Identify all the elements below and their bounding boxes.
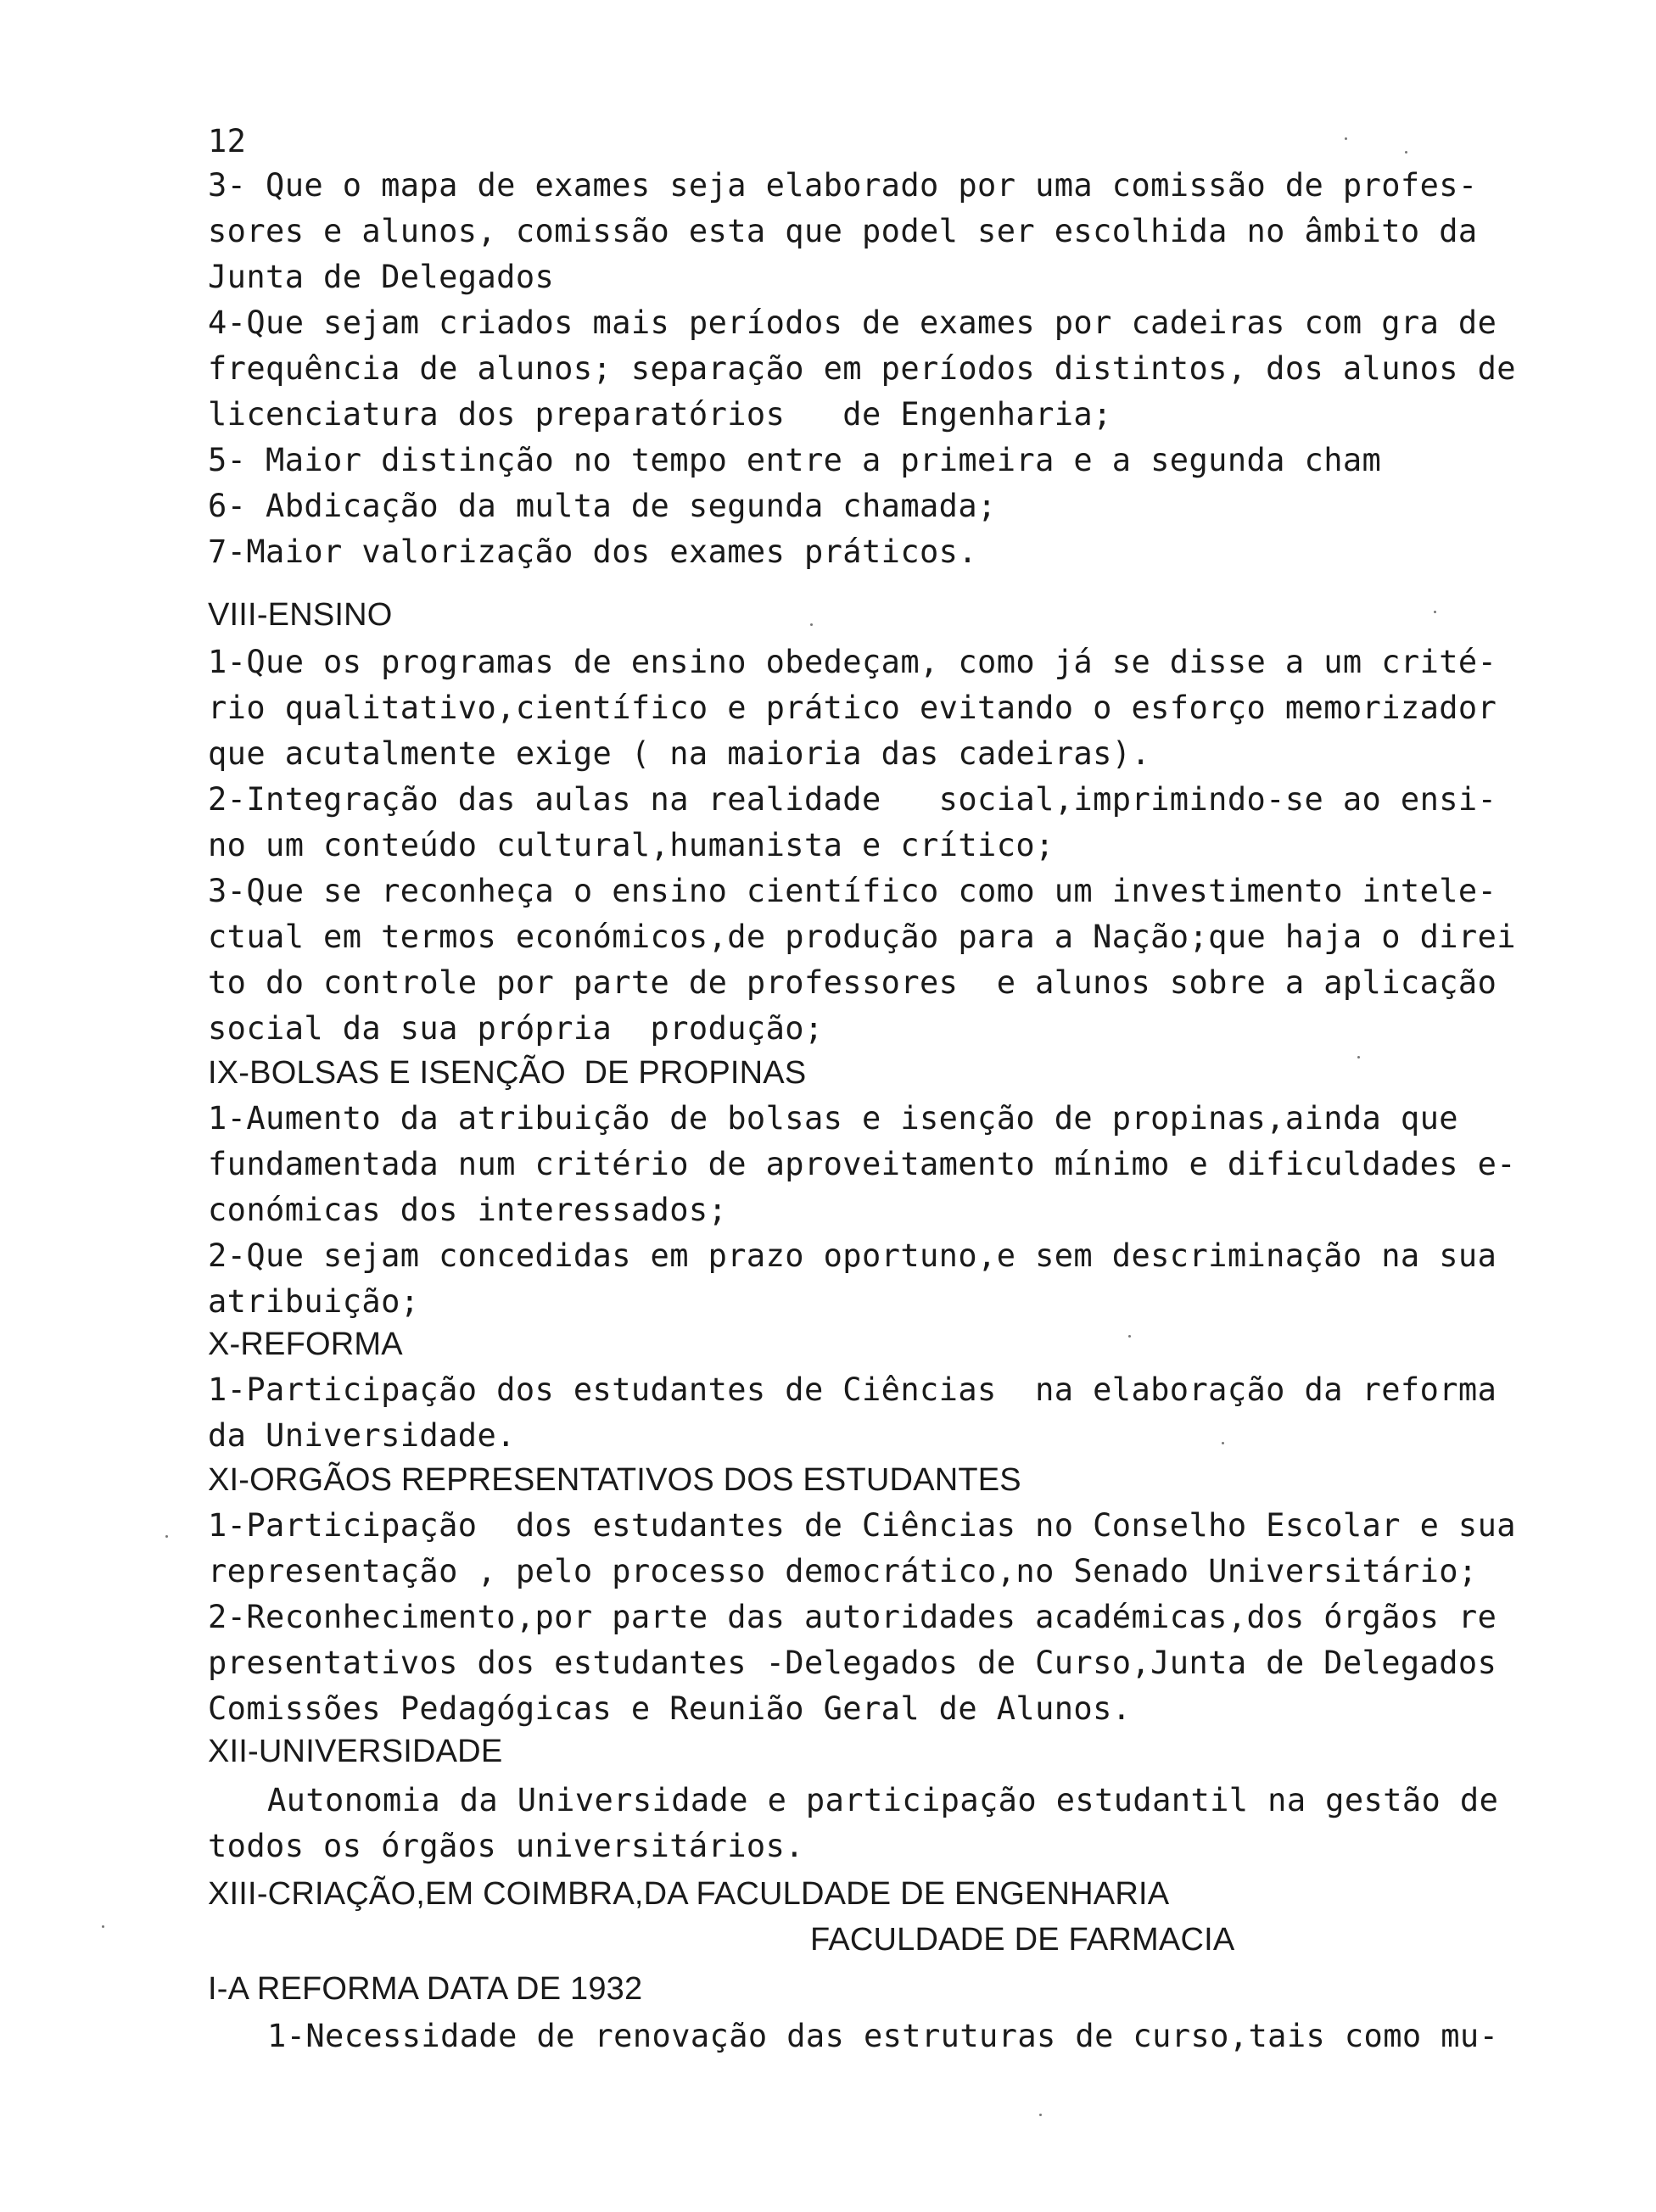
scan-speck	[1434, 611, 1436, 613]
scan-speck	[102, 1925, 104, 1928]
text-line: 1-Aumento da atribuição de bolsas e isenção de propinas,ainda que	[208, 1100, 1458, 1137]
text-line: Junta de Delegados	[208, 259, 555, 295]
section-heading-reforma-1932: I-A REFORMA DATA DE 1932	[208, 1971, 643, 2007]
text-line: rio qualitativo,científico e prático evitando o esforço memorizador	[208, 690, 1497, 726]
scan-speck	[1357, 1056, 1360, 1059]
section-heading-bolsas: IX-BOLSAS E ISENÇÃO DE PROPINAS	[208, 1055, 807, 1091]
text-line: 1-Participação dos estudantes de Ciências no Conselho Escolar e sua	[208, 1507, 1516, 1544]
scan-speck	[1128, 1335, 1131, 1338]
section-heading-ensino: VIII-ENSINO	[208, 597, 393, 633]
section-heading-orgaos: XI-ORGÃOS REPRESENTATIVOS DOS ESTUDANTES	[208, 1462, 1021, 1498]
text-line: atribuição;	[208, 1283, 420, 1320]
text-line: Autonomia da Universidade e participação estudantil na gestão de	[267, 1782, 1499, 1818]
text-line: 7-Maior valorização dos exames práticos.	[208, 533, 978, 570]
section-heading-criacao: XIII-CRIAÇÃO,EM COIMBRA,DA FACULDADE DE ENGENHARIA	[208, 1876, 1170, 1912]
text-line: presentativos dos estudantes -Delegados de Curso,Junta de Delegados	[208, 1645, 1497, 1681]
text-line: representação , pelo processo democrático,no Senado Universitário;	[208, 1553, 1478, 1589]
text-line: frequência de alunos; separação em períodos distintos, dos alunos de	[208, 350, 1516, 387]
text-line: 6- Abdicação da multa de segunda chamada;	[208, 488, 997, 524]
section-heading-reforma: X-REFORMA	[208, 1327, 403, 1362]
text-line: 1-Que os programas de ensino obedeçam, como já se disse a um crité-	[208, 644, 1497, 680]
text-line: Comissões Pedagógicas e Reunião Geral de Alunos.	[208, 1690, 1132, 1727]
scan-speck	[1345, 137, 1347, 140]
scan-speck	[810, 623, 813, 626]
scan-speck	[1222, 1442, 1224, 1444]
text-line: to do controle por parte de professores e alunos sobre a aplicação	[208, 964, 1497, 1001]
page-number: 12	[208, 123, 247, 159]
text-line: 1-Participação dos estudantes de Ciências na elaboração da reforma	[208, 1371, 1497, 1408]
text-line: fundamentada num critério de aproveitamento mínimo e dificuldades e-	[208, 1146, 1516, 1182]
scan-speck	[1405, 151, 1407, 154]
text-line: social da sua própria produção;	[208, 1010, 824, 1047]
text-line: no um conteúdo cultural,humanista e crítico;	[208, 827, 1055, 863]
text-line: 2-Reconhecimento,por parte das autoridades académicas,dos órgãos re	[208, 1599, 1497, 1635]
text-line: que acutalmente exige ( na maioria das cadeiras).	[208, 735, 1151, 772]
text-line: 1-Necessidade de renovação das estruturas de curso,tais como mu-	[267, 2018, 1499, 2054]
scan-speck	[165, 1535, 168, 1538]
text-line: 2-Que sejam concedidas em prazo oportuno,e sem descriminação na sua	[208, 1237, 1497, 1274]
scan-speck	[1039, 2114, 1042, 2116]
text-line: ctual em termos económicos,de produção para a Nação;que haja o direi	[208, 919, 1516, 955]
section-heading-farmacia: FACULDADE DE FARMACIA	[810, 1922, 1235, 1958]
text-line: todos os órgãos universitários.	[208, 1828, 804, 1864]
text-line: sores e alunos, comissão esta que podel ser escolhida no âmbito da	[208, 213, 1478, 249]
text-line: da Universidade.	[208, 1417, 516, 1454]
text-line: 3-Que se reconheça o ensino científico como um investimento intele-	[208, 873, 1497, 909]
section-heading-universidade: XII-UNIVERSIDADE	[208, 1734, 503, 1769]
text-line: 2-Integração das aulas na realidade social,imprimindo-se ao ensi-	[208, 781, 1497, 818]
text-line: 4-Que sejam criados mais períodos de exames por cadeiras com gra de	[208, 304, 1497, 341]
text-line: licenciatura dos preparatórios de Engenharia;	[208, 396, 1112, 433]
text-line: 5- Maior distinção no tempo entre a primeira e a segunda cham	[208, 442, 1382, 478]
text-line: 3- Que o mapa de exames seja elaborado por uma comissão de profes-	[208, 167, 1478, 204]
text-line: conómicas dos interessados;	[208, 1192, 728, 1228]
